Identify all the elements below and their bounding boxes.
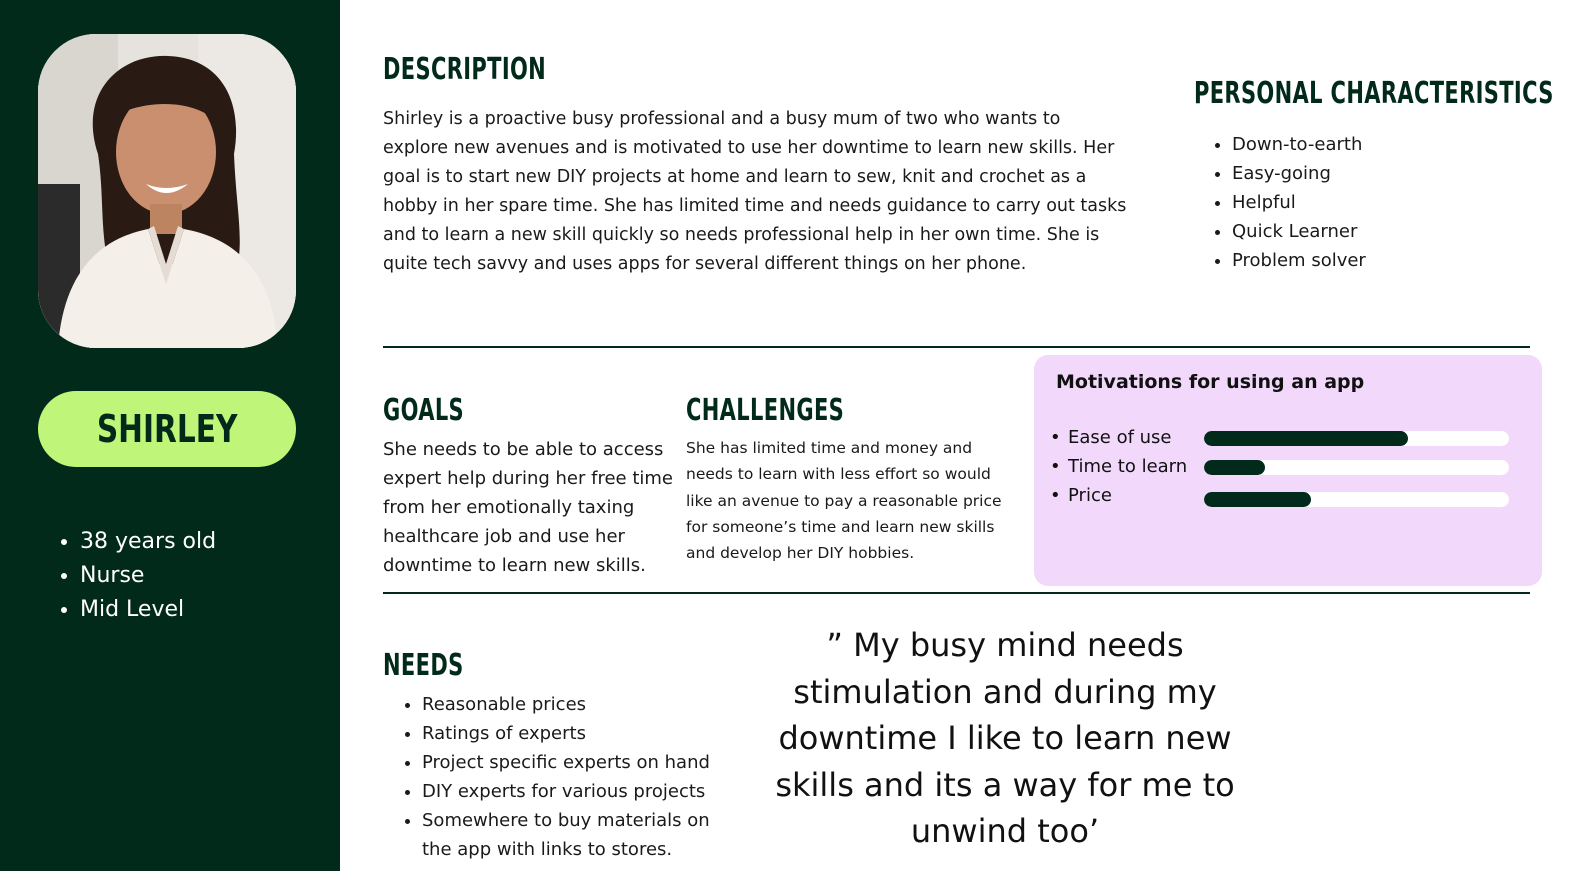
description-line: explore new avenues and is motivated to use her downtime to learn new skills. Her [383, 138, 1115, 158]
characteristic-item: • Down-to-earth [1232, 130, 1366, 159]
description-line: quite tech savvy and uses apps for several different things on her phone. [383, 254, 1027, 274]
persona-quote [770, 622, 1240, 855]
section-divider [383, 592, 1530, 594]
profile-fact-level: • Mid Level [80, 593, 216, 627]
goals-line: downtime to learn new skills. [383, 555, 646, 576]
challenges-heading: CHALLENGES [686, 393, 845, 428]
motivation-label: • Price [1050, 482, 1112, 510]
quote-line: skills and its a way for me to [775, 765, 1235, 804]
motivation-row [1050, 453, 1530, 481]
needs-list [400, 690, 742, 864]
characteristic-item: • Helpful [1232, 188, 1366, 217]
quote-line: unwind too’ [910, 812, 1100, 850]
goals-text [383, 435, 683, 580]
profile-fact-occupation: • Nurse [80, 559, 216, 593]
section-divider [383, 346, 1530, 348]
motivation-bar-fill [1204, 431, 1408, 446]
motivation-bar-fill [1204, 492, 1311, 507]
name-badge [38, 391, 296, 467]
description-heading: DESCRIPTION [383, 52, 547, 87]
profile-facts-list [58, 525, 216, 627]
motivation-bar-fill [1204, 460, 1265, 475]
profile-sidebar [0, 0, 340, 871]
description-line: goal is to start new DIY projects at home and learn to sew, knit and crochet as a [383, 167, 1087, 187]
needs-item: • Ratings of experts [422, 719, 742, 748]
motivation-row [1050, 424, 1530, 452]
characteristic-item: • Quick Learner [1232, 217, 1366, 246]
persona-name: SHIRLEY [96, 407, 238, 451]
quote-line: downtime I like to learn new [778, 719, 1232, 757]
needs-item: • Project specific experts on hand [422, 748, 742, 777]
profile-photo [38, 34, 296, 348]
challenges-line: She has limited time and money and [686, 439, 973, 457]
goals-heading: GOALS [383, 393, 465, 428]
goals-line: healthcare job and use her [383, 526, 625, 547]
description-line: Shirley is a proactive busy professional and a busy mum of two who wants to [383, 109, 1061, 129]
goals-line: She needs to be able to access [383, 439, 664, 460]
motivation-label: • Time to learn [1050, 453, 1187, 481]
characteristic-item: • Easy-going [1232, 159, 1366, 188]
goals-line: expert help during her free time [383, 468, 673, 489]
characteristics-list [1210, 130, 1366, 275]
needs-item: • DIY experts for various projects [422, 777, 742, 806]
characteristic-item: • Problem solver [1232, 246, 1366, 275]
quote-line: ” My busy mind needs [826, 626, 1184, 664]
challenges-line: and develop her DIY hobbies. [686, 544, 915, 563]
motivation-bar-track [1204, 492, 1509, 507]
description-line: and to learn a new skill quickly so needs professional help in her own time. She is [383, 225, 1100, 245]
motivations-card [1034, 355, 1542, 586]
motivations-title: Motivations for using an app [1056, 371, 1365, 393]
needs-item: • Reasonable prices [422, 690, 742, 719]
motivation-label: • Ease of use [1050, 424, 1172, 452]
characteristics-heading: PERSONAL CHARACTERISTICS [1194, 76, 1554, 111]
challenges-line: for someone’s time and learn new skills [686, 517, 995, 536]
needs-heading: NEEDS [383, 648, 464, 683]
motivation-bar-track [1204, 431, 1509, 446]
quote-line: stimulation and during my [793, 672, 1217, 711]
challenges-text [686, 435, 1026, 566]
challenges-line: needs to learn with less effort so would [686, 465, 991, 484]
description-text [383, 105, 1163, 279]
motivation-row [1050, 482, 1530, 510]
goals-line: from her emotionally taxing [383, 497, 635, 518]
motivation-bar-track [1204, 460, 1509, 475]
description-line: hobby in her spare time. She has limited time and needs guidance to carry out tasks [383, 196, 1127, 216]
profile-fact-age: • 38 years old [80, 525, 216, 559]
challenges-line: like an avenue to pay a reasonable price [686, 491, 1002, 510]
needs-item: • Somewhere to buy materials on the app with links to stores. [422, 806, 742, 864]
